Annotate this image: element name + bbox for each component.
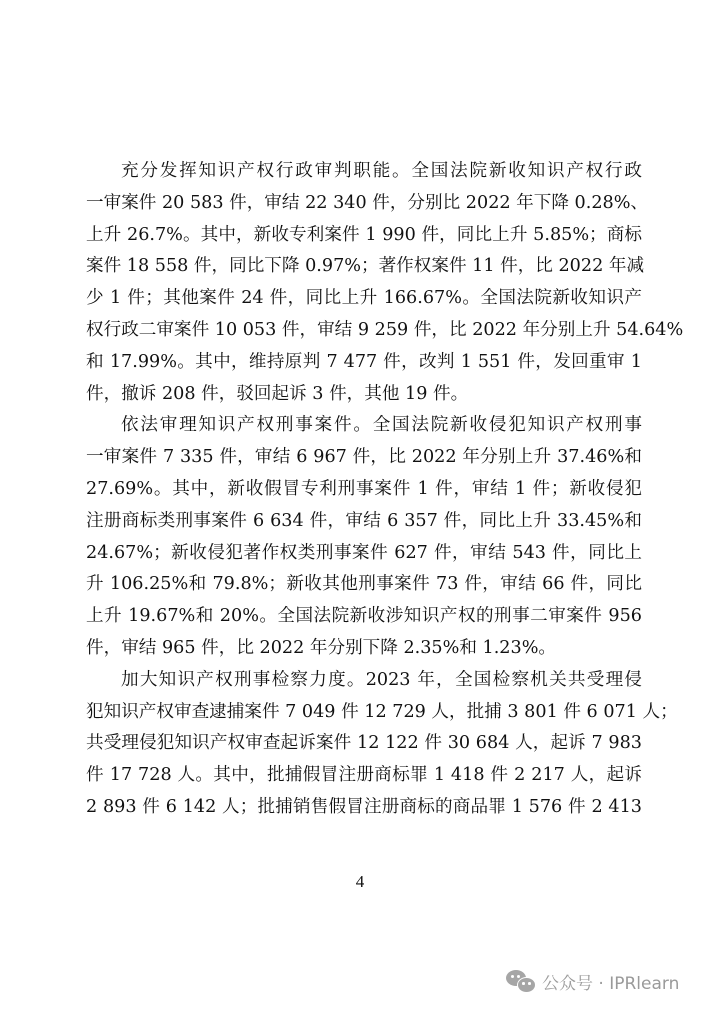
text-line: 27.69%。其中，新收假冒专利刑事案件 1 件，审结 1 件；新收侵犯 [86,478,642,499]
text-line: 案件 18 558 件，同比下降 0.97%；著作权案件 11 件，比 2022 年减 [86,256,645,277]
text-line: 一审案件 7 335 件，审结 6 967 件，比 2022 年分别上升 37.46%和 [86,447,642,468]
text-line: 一审案件 20 583 件，审结 22 340 件，分别比 2022 年下降 0.28%、 [86,192,649,213]
text-line: 件，审结 965 件，比 2022 年分别下降 2.35%和 1.23%。 [86,637,557,658]
text-line: 充分发挥知识产权行政审判职能。全国法院新收知识产权行政 [121,161,642,181]
text-line: 注册商标类刑事案件 6 634 件，审结 6 357 件，同比上升 33.45%和 [86,510,642,531]
text-line: 24.67%；新收侵犯著作权类刑事案件 627 件，审结 543 件，同比上 [86,542,642,563]
watermark [506,964,679,998]
text-line: 权行政二审案件 10 053 件，审结 9 259 件，比 2022 年分别上升 54.64% [86,319,684,340]
watermark-text: 公众号 · IPRlearn [542,973,680,994]
text-line: 犯知识产权审查逮捕案件 7 049 件 12 729 人，批捕 3 801 件 6 071 人； [86,701,678,722]
text-line: 2 893 件 6 142 人；批捕销售假冒注册商标的商品罪 1 576 件 2 413 [86,796,642,817]
wechat-icon [506,968,536,994]
text-line: 少 1 件；其他案件 24 件，同比上升 166.67%。全国法院新收知识产 [86,288,642,309]
page-number: 4 [355,872,365,891]
body-text [86,156,684,824]
text-line: 件，撤诉 208 件，驳回起诉 3 件，其他 19 件。 [86,383,469,404]
text-line: 依法审理知识产权刑事案件。全国法院新收侵犯知识产权刑事 [121,415,642,436]
text-line: 升 106.25%和 79.8%；新收其他刑事案件 73 件，审结 66 件，同比 [86,574,642,595]
text-line: 上升 26.7%。其中，新收专利案件 1 990 件，同比上升 5.85%；商标 [86,224,642,245]
text-line: 件 17 728 人。其中，批捕假冒注册商标罪 1 418 件 2 217 人，起诉 [86,765,642,786]
text-line: 共受理侵犯知识产权审查起诉案件 12 122 件 30 684 人，起诉 7 983 [86,733,642,754]
text-line: 加大知识产权刑事检察力度。2023 年，全国检察机关共受理侵 [121,669,642,690]
text-line: 上升 19.67%和 20%。全国法院新收涉知识产权的刑事二审案件 956 [86,606,642,627]
text-line: 和 17.99%。其中，维持原判 7 477 件，改判 1 551 件，发回重审 1 [86,351,642,372]
